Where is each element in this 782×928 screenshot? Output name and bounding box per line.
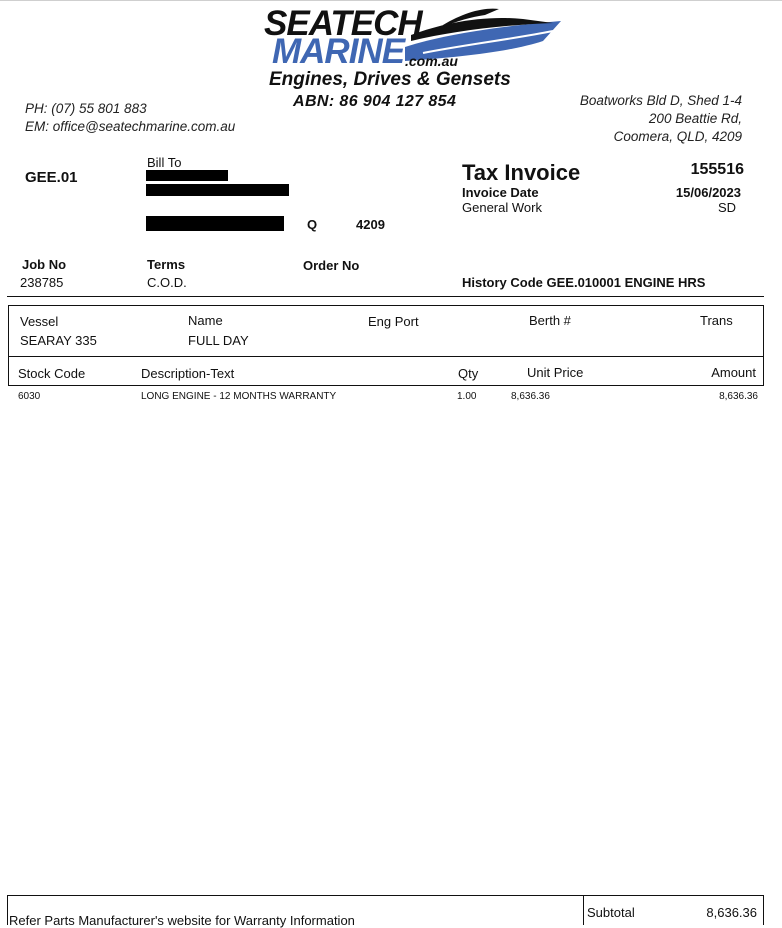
berth-label: Berth # <box>529 313 571 328</box>
terms-label: Terms <box>147 257 186 272</box>
items-header-box <box>8 355 764 386</box>
name-value: FULL DAY <box>188 333 249 348</box>
order-no-label: Order No <box>303 258 360 273</box>
company-phone: PH: (07) 55 801 883 <box>25 101 147 116</box>
bill-to-label: Bill To <box>147 155 182 170</box>
name-label: Name <box>188 313 223 328</box>
row-stock-code: 6030 <box>18 391 41 402</box>
redacted-name-bar <box>146 170 228 181</box>
redacted-street-bar <box>146 184 289 196</box>
vessel-box <box>8 305 764 357</box>
logo-marine-text: MARINE <box>272 32 405 71</box>
footer-left-border <box>7 895 8 925</box>
subtotal-value: 8,636.36 <box>706 905 757 920</box>
row-qty: 1.00 <box>457 391 477 402</box>
company-address-line2: 200 Beattie Rd, <box>648 111 742 126</box>
amount-header: Amount <box>711 365 756 380</box>
row-description: LONG ENGINE - 12 MONTHS WARRANTY <box>141 391 337 402</box>
top-border <box>0 0 782 1</box>
qty-header: Qty <box>458 366 479 381</box>
vessel-value: SEARAY 335 <box>20 333 97 348</box>
redacted-suburb-bar <box>146 216 284 231</box>
stock-code-header: Stock Code <box>18 366 86 381</box>
footer-divider <box>583 895 584 925</box>
invoice-type: General Work <box>462 200 542 215</box>
company-email: EM: office@seatechmarine.com.au <box>25 119 236 134</box>
terms-value: C.O.D. <box>147 275 187 290</box>
warranty-note: Refer Parts Manufacturer's website for Warranty Information <box>9 913 355 928</box>
invoice-date-label: Invoice Date <box>462 185 539 200</box>
row-amount: 8,636.36 <box>719 391 758 402</box>
unit-price-header: Unit Price <box>527 365 584 380</box>
job-no-value: 238785 <box>20 275 64 290</box>
customer-postcode: 4209 <box>356 217 385 232</box>
job-no-label: Job No <box>22 257 67 272</box>
customer-state: Q <box>307 217 318 232</box>
company-tagline: Engines, Drives & Gensets <box>269 69 511 90</box>
row-unit-price: 8,636.36 <box>511 391 550 402</box>
invoice-number: 155516 <box>690 161 744 178</box>
invoice-date: 15/06/2023 <box>675 185 741 200</box>
company-address-line3: Coomera, QLD, 4209 <box>613 129 742 144</box>
logo-domain-text: .com.au <box>405 53 458 69</box>
trans-label: Trans <box>700 313 733 328</box>
footer-right-border <box>763 895 764 925</box>
invoice-initials: SD <box>717 200 736 215</box>
customer-code: GEE.01 <box>25 169 78 186</box>
eng-port-label: Eng Port <box>368 314 419 329</box>
logo-seatech-text: SEATECH <box>264 4 422 43</box>
job-divider <box>7 296 764 297</box>
subtotal-label: Subtotal <box>587 905 635 920</box>
company-abn: ABN: 86 904 127 854 <box>293 93 457 110</box>
invoice-title: Tax Invoice <box>462 160 581 185</box>
history-code: History Code GEE.010001 ENGINE HRS <box>462 275 706 290</box>
company-address-line1: Boatworks Bld D, Shed 1-4 <box>579 93 742 108</box>
vessel-label: Vessel <box>20 314 59 329</box>
footer-top-border <box>7 895 764 896</box>
description-header: Description-Text <box>141 366 235 381</box>
